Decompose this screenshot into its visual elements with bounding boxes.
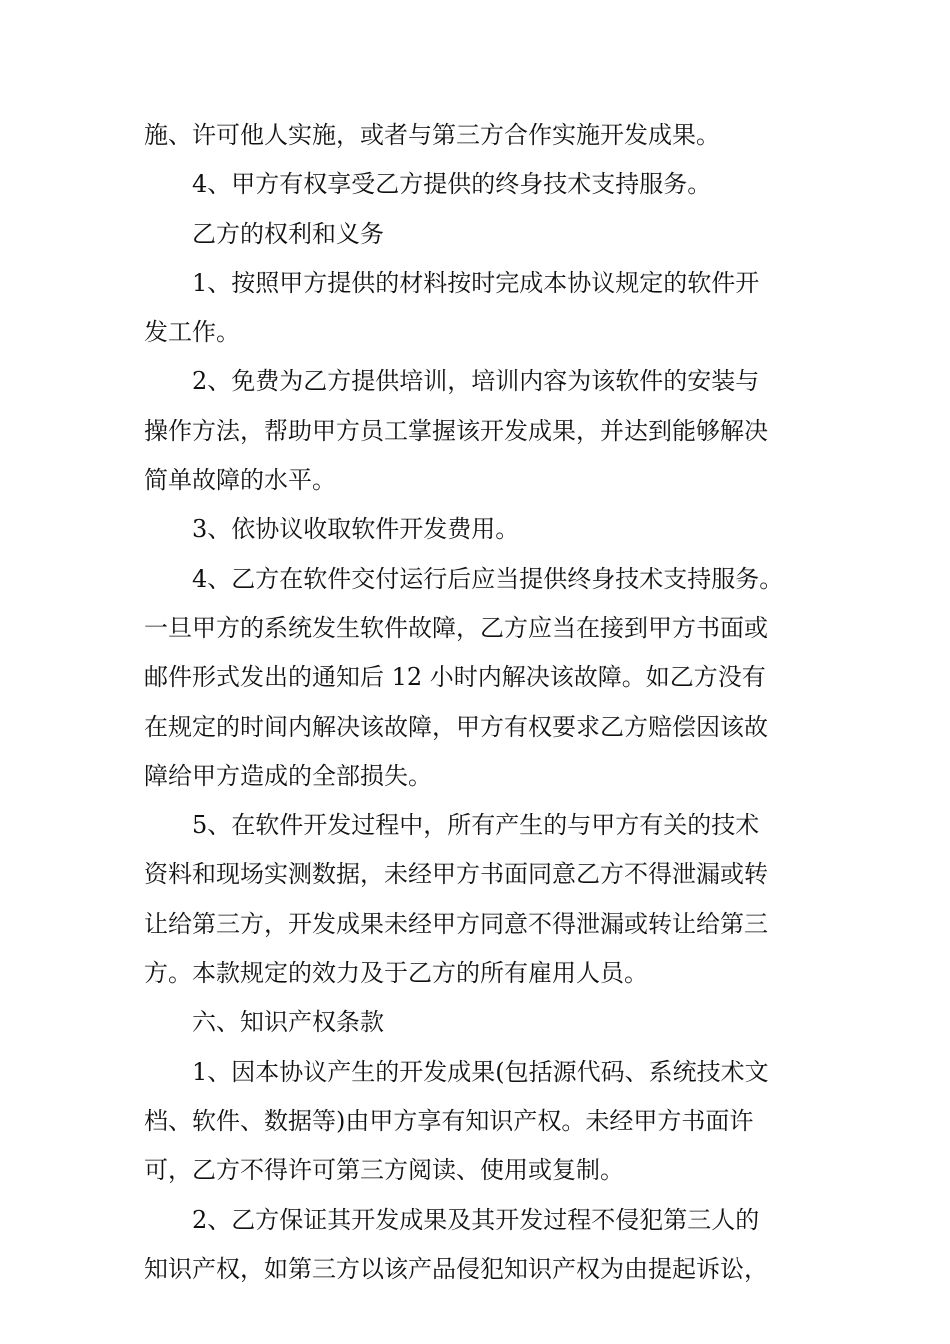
document-body	[144, 111, 816, 1294]
document-text-line: 简单故障的水平。	[144, 466, 336, 495]
document-text-line: 操作方法，帮助甲方员工掌握该开发成果，并达到能够解决	[144, 416, 768, 445]
document-text-line: 1、因本协议产生的开发成果(包括源代码、系统技术文	[192, 1057, 769, 1086]
document-text-line: 施、许可他人实施，或者与第三方合作实施开发成果。	[144, 121, 720, 149]
document-text-line: 在规定的时间内解决该故障，甲方有权要求乙方赔偿因该故	[144, 712, 768, 741]
document-text-line: 2、免费为乙方提供培训，培训内容为该软件的安装与	[192, 367, 760, 396]
document-text-line: 一旦甲方的系统发生软件故障，乙方应当在接到甲方书面或	[144, 613, 768, 642]
document-text-line: 5、在软件开发过程中，所有产生的与甲方有关的技术	[192, 811, 760, 840]
document-text-line: 可，乙方不得许可第三方阅读、使用或复制。	[144, 1156, 624, 1185]
document-text-line: 2、乙方保证其开发成果及其开发过程不侵犯第三人的	[192, 1205, 760, 1234]
document-text-line: 让给第三方，开发成果未经甲方同意不得泄漏或转让给第三	[144, 909, 768, 938]
document-text-line: 3、依协议收取软件开发费用。	[192, 515, 520, 544]
document-text-line: 方。本款规定的效力及于乙方的所有雇用人员。	[144, 959, 648, 988]
document-text-line: 邮件形式发出的通知后 12 小时内解决该故障。如乙方没有	[144, 663, 766, 692]
document-text-line: 六、知识产权条款	[192, 1008, 384, 1037]
document-text-line: 知识产权，如第三方以该产品侵犯知识产权为由提起诉讼，	[144, 1254, 768, 1283]
document-text-line: 资料和现场实测数据，未经甲方书面同意乙方不得泄漏或转	[144, 860, 768, 889]
document-text-line: 1、按照甲方提供的材料按时完成本协议规定的软件开	[192, 268, 760, 297]
document-text-line: 障给甲方造成的全部损失。	[144, 761, 432, 790]
document-text-line: 4、乙方在软件交付运行后应当提供终身技术支持服务。	[192, 564, 784, 593]
document-text-line: 发工作。	[144, 318, 240, 347]
document-text-line: 档、软件、数据等)由甲方享有知识产权。未经甲方书面许	[144, 1106, 754, 1135]
document-text-line: 乙方的权利和义务	[192, 219, 384, 248]
document-text-line: 4、甲方有权享受乙方提供的终身技术支持服务。	[192, 170, 712, 199]
